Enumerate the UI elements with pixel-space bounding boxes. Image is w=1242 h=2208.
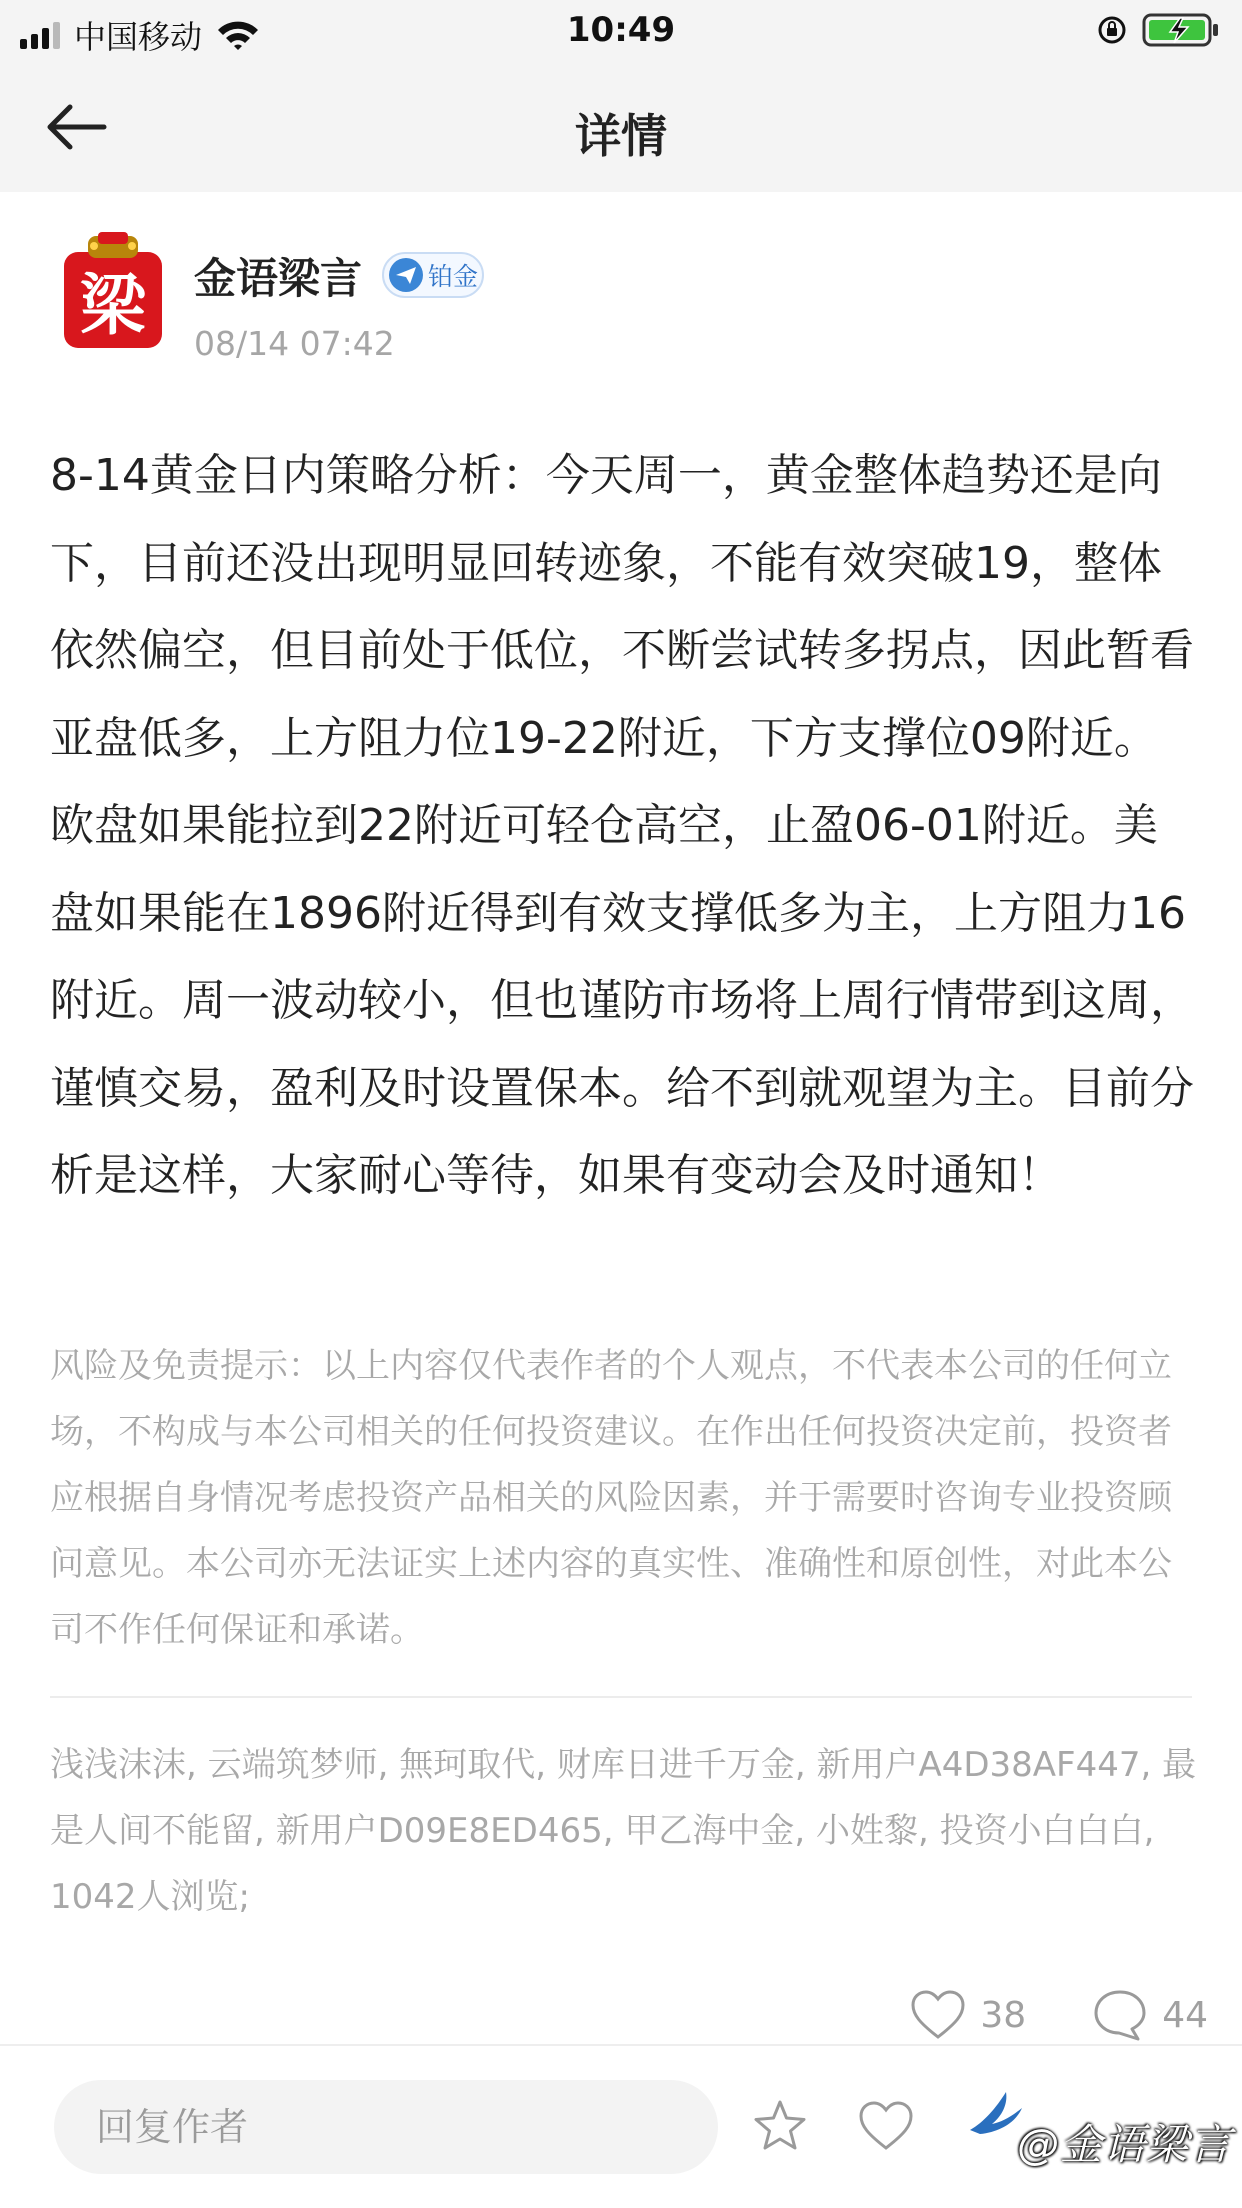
post-content: 8-14黄金日内策略分析：今天周一，黄金整体趋势还是向下，目前还没出现明显回转迹象，不能有效突破19，整体依然偏空，但目前处于低位，不断尝试转多拐点，因此暂看亚盘低多，上方阻力位19-22附近，下方支撑位09附近。欧盘如果能拉到22附近可轻仓高空，止盈06-01附近。美盘如果能在1896附近得到有效支撑低多为主，上方阻力16附近。周一波动较小，但也谨防市场将上周行情带到这周，谨慎交易，盈利及时设置保本。给不到就观望为主。目前分析是这样，大家耐心等待，如果有变动会及时通知！	[50, 450, 1194, 1201]
post-timestamp: 08/14 07:42	[194, 324, 395, 363]
rotation-lock-icon	[1096, 14, 1128, 46]
paper-plane-icon	[388, 257, 424, 293]
page-title: 详情	[575, 109, 667, 163]
star-outline-icon[interactable]	[752, 2098, 808, 2154]
comment-bubble-icon	[1092, 1988, 1148, 2042]
avatar-glyph: 梁	[80, 266, 146, 344]
author-header	[58, 232, 1188, 382]
heart-outline-icon	[910, 1988, 966, 2042]
bottom-bar	[0, 2044, 1242, 2208]
comment-count-button[interactable]	[1092, 1988, 1208, 2042]
status-bar	[0, 0, 1242, 62]
heart-outline-icon[interactable]	[858, 2098, 914, 2154]
post-stats	[844, 1988, 1208, 2042]
level-badge	[382, 252, 484, 298]
risk-disclaimer: 风险及免责提示：以上内容仅代表作者的个人观点，不代表本公司的任何立场，不构成与本公司相关的任何投资建议。在作出任何投资决定前，投资者应根据自身情况考虑投资产品相关的风险因素，并于需要时咨询专业投资顾问意见。本公司亦无法证实上述内容的真实性、准确性和原创性，对此本公司不作任何保证和承诺。	[50, 1346, 1172, 1650]
divider	[50, 1696, 1192, 1698]
nav-bar	[0, 62, 1242, 192]
avatar[interactable]	[58, 232, 168, 352]
like-count: 38	[980, 1994, 1027, 2036]
battery-charging-icon	[1142, 12, 1222, 48]
like-count-button[interactable]	[910, 1988, 1026, 2042]
author-name[interactable]: 金语梁言	[194, 254, 363, 303]
status-right	[1096, 12, 1222, 48]
watermark: @金语梁言	[1016, 2120, 1232, 2169]
comment-count: 44	[1162, 1994, 1208, 2036]
badge-label: 铂金	[428, 262, 479, 291]
carrier-name: 中国移动	[74, 18, 203, 56]
reply-input[interactable]	[54, 2080, 718, 2174]
status-time: 10:49	[566, 10, 676, 50]
viewer-list: 浅浅沫沫, 云端筑梦师, 無珂取代, 财库日进千万金, 新用户A4D38AF447, 最是人间不能留, 新用户D09E8ED465, 甲乙海中金, 小姓黎, 投资小白白白, 1042人浏览;	[50, 1745, 1197, 1917]
